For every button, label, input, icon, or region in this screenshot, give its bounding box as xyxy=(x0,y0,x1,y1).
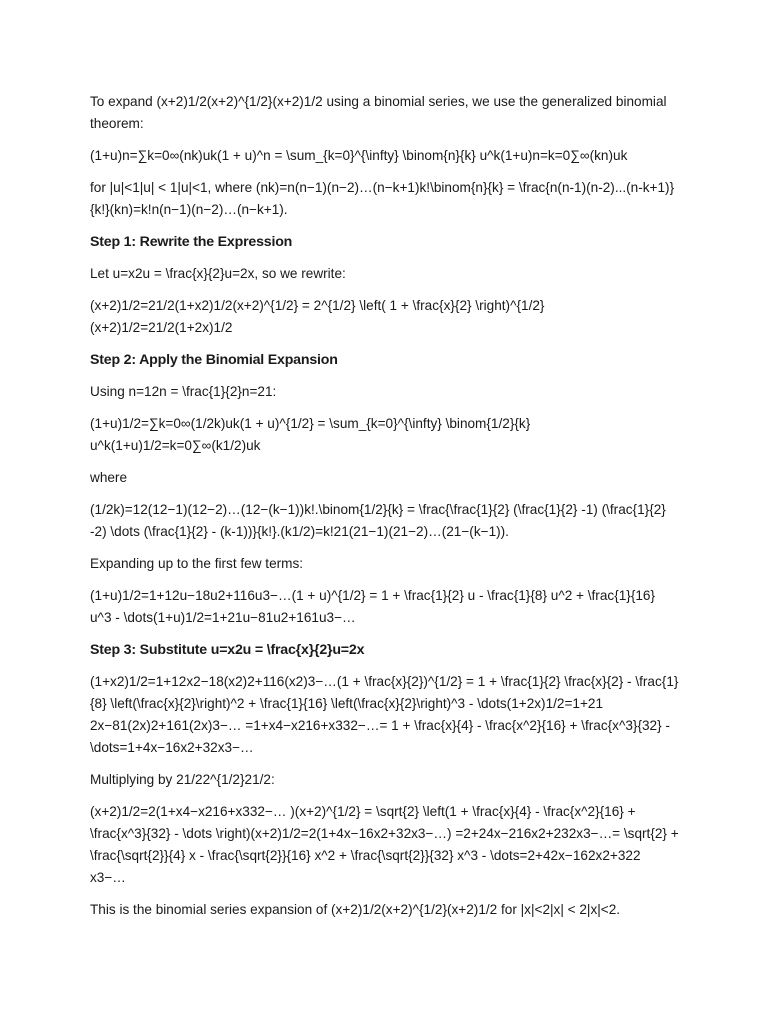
theorem-condition: for |u|<1|u| < 1|u|<1, where (nk)=n(n−1)(n−2)…(n−k+1)k!\binom{n}{k} = \frac{n(n-1)(n-2)...(n-k+1)}{k!}(kn)=k!n(n−1)(n−2)…(n−k+1). xyxy=(90,180,675,217)
step2-formula: (1+u)1/2=∑k=0∞(1/2k)uk(1 + u)^{1/2} = \sum_{k=0}^{\infty} \binom{1/2}{k} u^k(1+u)1/2=k=0∑∞(k1/2)uk xyxy=(90,416,531,453)
step3-final: (x+2)1/2=2(1+x4−x216+x332−… )(x+2)^{1/2} = \sqrt{2} \left(1 + \frac{x}{4} - \frac{x^2}{16} + \frac{x^3}{32} - \dots \right)(x+2)1/2=2(1+4x−16x2+32x3−…) =2+24x−216x2+232x3−…= \sqrt{2} + \frac{\sqrt{2}}{4} x - \frac{\sqrt{2}}{16} x^2 + \frac{\sqrt{2}}{32} x^3 - \dots=2+42x−162x2+322 x3−… xyxy=(90,804,679,885)
step2-using: Using n=12n = \frac{1}{2}n=21: xyxy=(90,384,277,399)
step1-let: Let u=x2u = \frac{x}{2}u=2x, so we rewrite: xyxy=(90,266,346,281)
step3-formula: (1+x2)1/2=1+12x2−18(x2)2+116(x2)3−…(1 + \frac{x}{2})^{1/2} = 1 + \frac{1}{2} \frac{x}{2} - \frac{1}{8} \left(\frac{x}{2}\right)^2 + \frac{1}{16} \left(\frac{x}{2}\right)^3 - \dots(1+2x)1/2=1+21 2x−81(2x)2+161(2x)3−… =1+x4−x216+x332−…= 1 + \frac{x}{4} - \frac{x^2}{16} + \frac{x^3}{32} - \dots=1+4x−16x2+32x3−… xyxy=(90,674,679,755)
step2-where: where xyxy=(90,470,128,485)
step1-heading: Step 1: Rewrite the Expression xyxy=(90,234,293,250)
conclusion-paragraph: This is the binomial series expansion of (x+2)1/2(x+2)^{1/2}(x+2)1/2 for |x|<2|x| < 2|x|<2. xyxy=(90,902,621,917)
step2-expansion: (1+u)1/2=1+12u−18u2+116u3−…(1 + u)^{1/2} = 1 + \frac{1}{2} u - \frac{1}{8} u^2 + \frac{1}{16} u^3 - \dots(1+u)1/2=1+21u−81u2+161u3−… xyxy=(90,588,656,625)
theorem-formula: (1+u)n=∑k=0∞(nk)uk(1 + u)^n = \sum_{k=0}^{\infty} \binom{n}{k} u^k(1+u)n=k=0∑∞(kn)uk xyxy=(90,148,628,163)
step3-multiplying: Multiplying by 21/22^{1/2}21/2: xyxy=(90,772,275,787)
step2-expanding: Expanding up to the first few terms: xyxy=(90,556,304,571)
step2-binom-formula: (1/2k)=12(12−1)(12−2)…(12−(k−1))k!.\binom{1/2}{k} = \frac{\frac{1}{2} (\frac{1}{2} -1) (\frac{1}{2} -2) \dots (\frac{1}{2} - (k-1))}{k!}.(k1/2)=k!21(21−1)(21−2)…(21−(k−1)). xyxy=(90,502,666,539)
document-body xyxy=(90,91,680,931)
step2-heading: Step 2: Apply the Binomial Expansion xyxy=(90,352,338,368)
step1-formula: (x+2)1/2=21/2(1+x2)1/2(x+2)^{1/2} = 2^{1/2} \left( 1 + \frac{x}{2} \right)^{1/2} (x+2)1/2=21/2(1+2x)1/2 xyxy=(90,298,545,335)
intro-paragraph: To expand (x+2)1/2(x+2)^{1/2}(x+2)1/2 using a binomial series, we use the generalized binomial theorem: xyxy=(90,94,667,131)
step3-heading: Step 3: Substitute u=x2u = \frac{x}{2}u=2x xyxy=(90,642,365,658)
